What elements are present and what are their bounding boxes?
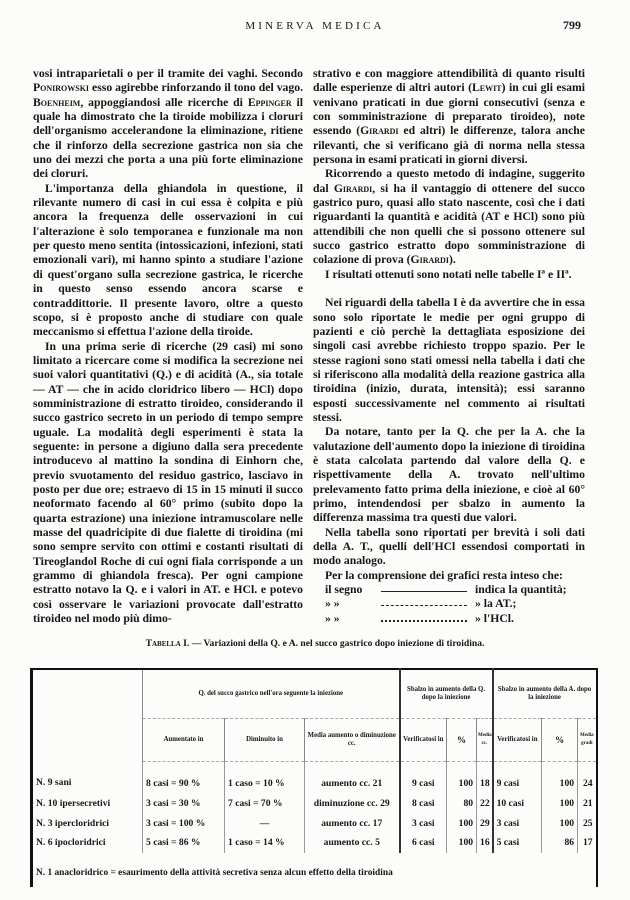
legend-prefix: il segno (325, 583, 363, 597)
author-name: Eppinger (247, 95, 292, 109)
table-caption (0, 638, 630, 649)
table-cell: 5 casi (493, 833, 542, 853)
graph-legend (325, 583, 585, 626)
text-run: vosi intraparietali o per il tramite dei vaghi. Secondo (33, 67, 303, 80)
table-cell: 18 (477, 762, 493, 795)
text-run: strativo e con maggiore attendibilità di quanto risulti dalle esperienze di altri autori ( (313, 67, 585, 95)
table-cell: diminuzione cc. 29 (305, 794, 400, 814)
table-cell: 16 (477, 833, 493, 853)
table-row (32, 762, 597, 795)
table-cell: 22 (477, 794, 493, 814)
legend-item (325, 597, 585, 611)
table-cell: 8 casi = 90 % (143, 762, 225, 795)
table-cell: 100 (447, 833, 477, 853)
legend-label: » la AT.; (475, 597, 517, 611)
col-header: Verificatosi in (400, 719, 447, 762)
legend-label: » l'HCl. (475, 611, 514, 625)
paragraph (313, 268, 585, 282)
table-cell: aumento cc. 17 (305, 814, 400, 834)
table-cell: 100 (447, 762, 477, 795)
text-run: ) in cui gli esami venivano praticati in due giorni consecutivi (senza e con somministrazione di preparato tiroideo), note essendo ( (313, 81, 585, 138)
row-label: N. 6 ipocloridrici (36, 837, 106, 849)
table-cell: 3 casi = 30 % (143, 794, 225, 814)
group-header-q-increase: Sbalzo in aumento della Q. dopo la iniezione (400, 669, 493, 719)
table-cell: 24 (578, 762, 597, 795)
text-run: ed altri) le differenze, talora anche rilevanti, che si verificano già di norma nella stessa persona in esami praticati in giorni diversi. (313, 124, 585, 167)
text-run: Per la comprensione dei grafici resta inteso che: (325, 568, 563, 582)
table-caption-label: Tabella I. (145, 638, 190, 649)
text-run: Nei riguardi della tabella I è da avvertire che in essa sono solo riportate le medie per ogni gruppo di pazienti e ciò perchè la dettagliata esposizione dei singoli casi avrebbe richiesto troppo spazio. Per le stesse ragioni sono stati omessi nella tabella i dati che si riferiscono alla modalità della reazione gastrica alla tiroidina (inizio, durata, intensità); essi saranno esposti successivamente nel commento ai risultati stessi. (313, 296, 585, 424)
left-column (33, 67, 303, 626)
table-cell: 9 casi (493, 762, 542, 795)
text-run: ). (448, 253, 456, 267)
paragraph (33, 182, 303, 340)
author-name: Girardi (360, 124, 399, 138)
table-cell: 6 casi (400, 833, 447, 853)
paragraph (313, 296, 585, 425)
table-cell: 100 (542, 814, 578, 834)
author-name: Boenheim (33, 95, 81, 109)
paragraph (313, 526, 585, 569)
row-label: N. 9 sani (36, 777, 72, 789)
table-cell: 7 casi = 70 % (225, 794, 305, 814)
legend-prefix: » » (325, 611, 340, 625)
text-run: esso agirebbe rinforzando il tono del vago. (89, 81, 303, 95)
table-cell: 8 casi (400, 794, 447, 814)
col-header: Diminuito in (225, 719, 305, 762)
text-run: Nella tabella sono riportati per brevità i soli dati della A. T., quelli dell'HCl essendosi comportati in modo analogo. (313, 525, 585, 568)
table-cell: 100 (447, 814, 477, 834)
table-cell: 80 (447, 794, 477, 814)
author-name: Lewit (471, 81, 502, 95)
data-table (30, 668, 598, 887)
row-label: N. 10 ipersecretivi (36, 798, 111, 810)
table-row (32, 833, 597, 853)
legend-line-dotted (381, 620, 467, 622)
text-run: , appoggiandosi alle ricerche di (80, 95, 248, 109)
table-cell: 1 caso = 10 % (225, 762, 305, 795)
row-label-header (32, 669, 143, 762)
table-cell: 21 (578, 794, 597, 814)
row-label: N. 3 ipercloridrici (36, 817, 110, 829)
table-cell: aumento cc. 5 (305, 833, 400, 853)
text-run: il quale ha dimostrato che la tiroide mobilizza i cloruri dell'organismo accelerandone la eliminazione, ritiene che il rinforzo della secrezione gastrica non sia che uno dei mezzi che porta a una più forte eliminazione dei cloruri. (33, 95, 303, 181)
text-run: , si ha il vantaggio di ottenere del succo gastrico puro, quasi allo stato nascente, così che i dati riguardanti la quantità e acidità (AT e HCl) sono più attendibili che non quelli che si possono ottenere sul succo gastrico estratto dopo somministrazione di colazione di prova ( (313, 181, 585, 267)
text-run: In una prima serie di ricerche (29 casi) mi sono limitato a ricercare come si modifica la secrezione nei suoi valori quantitativi (Q.) e di acidità (A., sia totale — AT — che in acido cloridrico libero — HCl) dopo somministrazione di estratto tiroideo, considerando il succo gastrico secreto in un periodo di tempo sempre uguale. La modalità degli esperimenti è stata la seguente: in persone a digiuno dalla sera precedente introducevo al mattino la sondina di Einhorn che, previo svuotamento del residuo gastrico, lasciavo in posto per due ore; estraevo di 15 in 15 minuti il succo neoformato facendo al 60° primo (subito dopo la quarta estrazione) una iniezione intramuscolare nelle masse del quadricipite di due fialette di tiroidina (mi sono sempre servito con ottimi e costanti risultati di Tireoglandol Roche di cui ogni fiala corrisponde a un grammo di ghiandola fresca). Per ogni campione estratto notavo la Q. e i valori in AT. e HCl. e potevo così osservare le variazioni provocate dall'estratto tiroideo nel modo più dimo- (33, 339, 303, 626)
table-cell: 1 caso = 14 % (225, 833, 305, 853)
table-cell: 29 (477, 814, 493, 834)
paragraph (313, 167, 585, 267)
group-header-q: Q. del succo gastrico nell'ora seguente la iniezione (143, 669, 400, 719)
col-header: Media aumento o diminuzione cc. (305, 719, 400, 762)
table-cell: 10 casi (493, 794, 542, 814)
page-number: 799 (563, 18, 581, 32)
table-cell: 100 (542, 762, 578, 795)
table-cell: 3 casi (493, 814, 542, 834)
paragraph (33, 67, 303, 182)
author-name: Ponirowski (33, 81, 90, 95)
table-cell: 25 (578, 814, 597, 834)
legend-item (325, 583, 585, 597)
author-name: Girardi (333, 181, 373, 195)
paragraph (313, 569, 585, 583)
author-name: Girardi (410, 253, 449, 267)
col-header: Verificatosi in (493, 719, 542, 762)
text-run: Da notare, tanto per la Q. che per la A. che la valutazione dell'aumento dopo la iniezione di tiroidina è stata calcolata partendo dal valore della Q. e rispettivamente della A. trovato nell'ultimo prelevamento fatto prima della iniezione, e cioè al 60° primo, intendendosi per sbalzo in aumento la differenza massima tra questi due valori. (313, 425, 585, 525)
table-caption-text: — Variazioni della Q. e A. nel succo gastrico dopo iniezione di tiroidina. (189, 638, 485, 649)
table-cell: — (225, 814, 305, 834)
table-cell: aumento cc. 21 (305, 762, 400, 795)
table-footnote: N. 1 anacloridrico = esaurimento della attività secretiva senza alcun effetto della tiroidina (36, 867, 393, 878)
col-header: % (447, 719, 477, 762)
col-header: Media cc. (477, 719, 493, 762)
table-cell: 17 (578, 833, 597, 853)
right-column (313, 67, 585, 626)
legend-item (325, 612, 585, 626)
paragraph (33, 340, 303, 627)
table-cell: 9 casi (400, 762, 447, 795)
col-header: Media gradi (578, 719, 597, 762)
group-header-a-increase: Sbalzo in aumento della A. dopo la iniezione (493, 669, 597, 719)
paragraph (313, 67, 585, 167)
table-cell: 3 casi = 100 % (143, 814, 225, 834)
paragraph (313, 425, 585, 525)
running-head: MINERVA MEDICA (245, 20, 385, 32)
table-cell: 3 casi (400, 814, 447, 834)
legend-line-solid (381, 591, 467, 592)
table-cell: 5 casi = 86 % (143, 833, 225, 853)
col-header: % (542, 719, 578, 762)
legend-prefix: » » (325, 597, 340, 611)
text-run: I risultati ottenuti sono notati nelle tabelle Iª e IIª. (325, 267, 572, 281)
text-run: Ricorrendo a questo metodo di indagine, suggerito dal (313, 167, 585, 195)
legend-line-dashed (381, 605, 467, 606)
legend-label: indica la quantità; (475, 583, 567, 597)
table-row (32, 794, 597, 814)
col-header: Aumentato in (143, 719, 225, 762)
table-cell: 100 (542, 794, 578, 814)
text-run: L'importanza della ghiandola in questione, il rilevante numero di casi in cui essa è colpita e più ancora la frequenza delle osservazioni in cui l'alterazione è solo temporanea e funzionale ma non per questo meno sentita (intossicazioni, infezioni, stati emozionali vari), mi hanno spinto a studiare l'azione di quest'organo sulla secrezione gastrica, le ricerche in questo senso essendo ancora scarse e contraddittorie. Il presente lavoro, oltre a questo scopo, si è proposto anche di studiare con quale meccanismo si effettua l'azione della tiroide. (33, 181, 303, 339)
table-row (32, 814, 597, 834)
table-cell: 86 (542, 833, 578, 853)
